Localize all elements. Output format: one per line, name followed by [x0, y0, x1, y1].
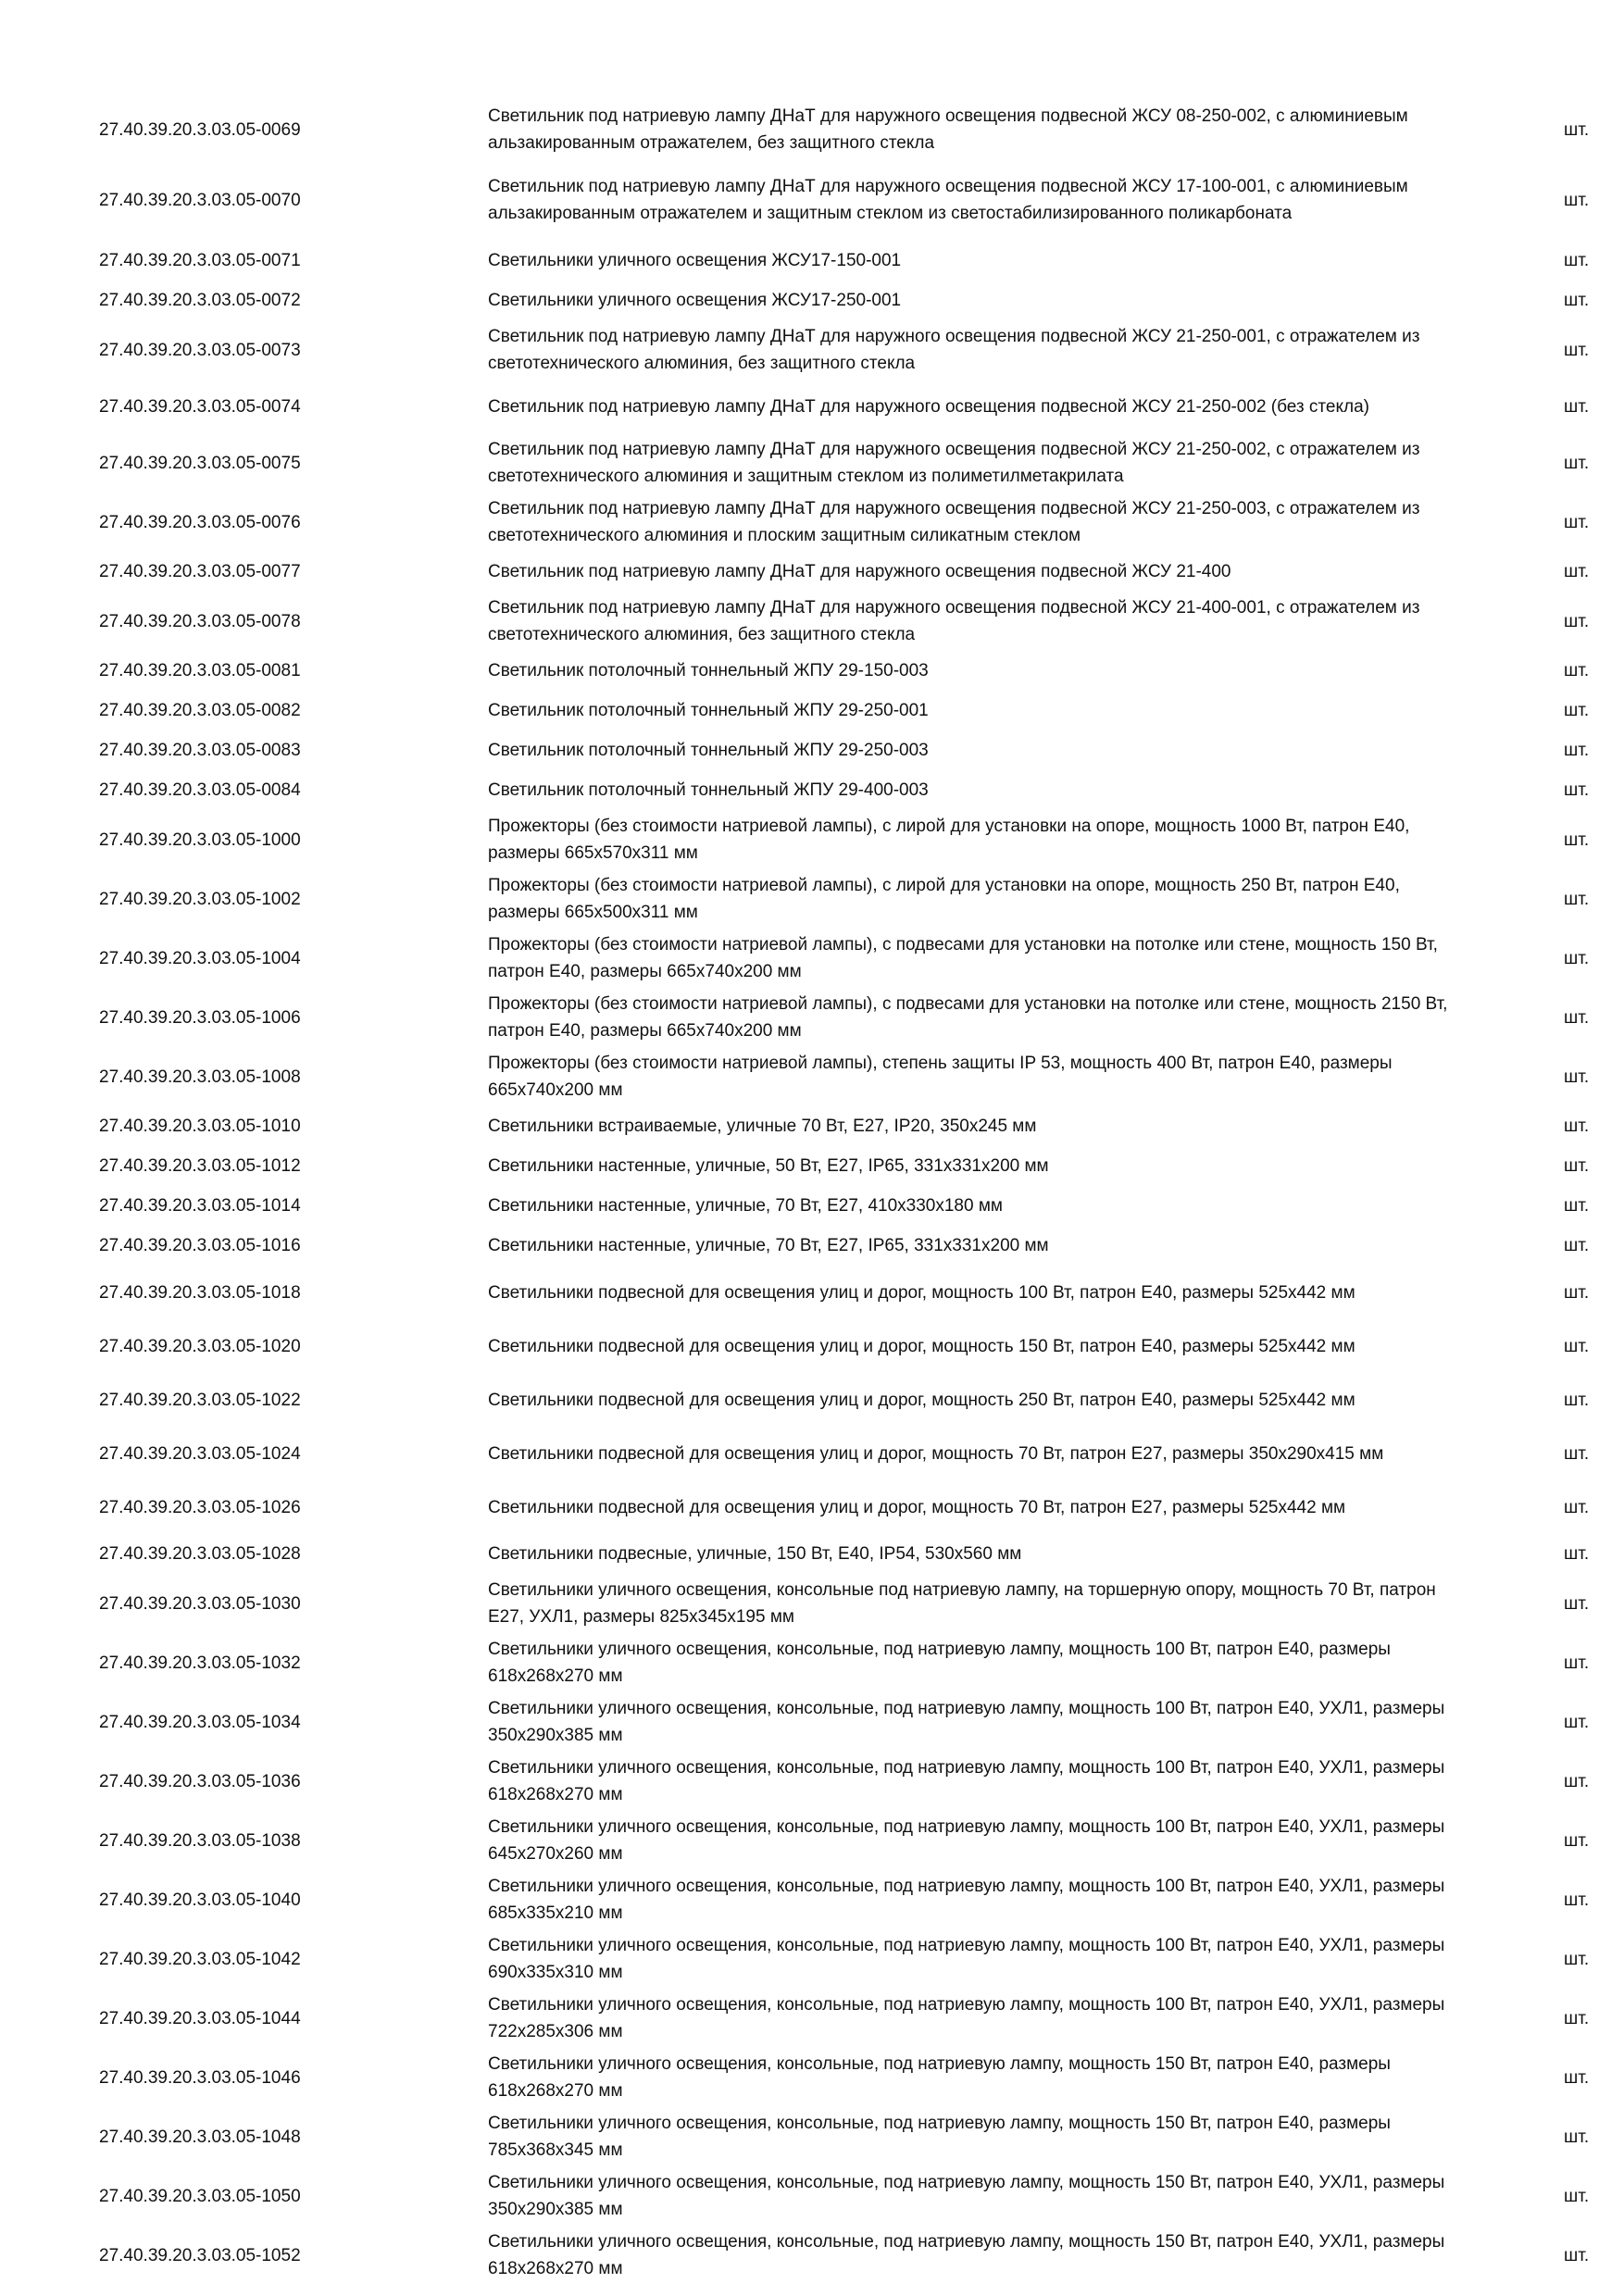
item-code: 27.40.39.20.3.03.05-1048 — [99, 2127, 301, 2147]
item-unit: шт. — [1564, 190, 1590, 210]
item-description: Светильники настенные, уличные, 70 Вт, Е27, 410x330x180 мм — [488, 1196, 1003, 1216]
item-code: 27.40.39.20.3.03.05-0078 — [99, 611, 301, 631]
item-code: 27.40.39.20.3.03.05-1052 — [99, 2245, 301, 2265]
table-row — [0, 1989, 1624, 2048]
item-unit: шт. — [1564, 948, 1590, 968]
item-code: 27.40.39.20.3.03.05-1016 — [99, 1236, 301, 1255]
item-description: Светильники уличного освещения, консольные, под натриевую лампу, мощность 150 Вт, патрон Е40, УХЛ1, размеры 618x268x270 мм — [488, 2232, 1445, 2278]
item-code: 27.40.39.20.3.03.05-0074 — [99, 396, 301, 417]
item-unit: шт. — [1564, 453, 1590, 473]
table-row — [0, 1929, 1624, 1989]
item-unit: шт. — [1564, 251, 1590, 270]
item-code: 27.40.39.20.3.03.05-1046 — [99, 2067, 301, 2088]
item-code: 27.40.39.20.3.03.05-1004 — [99, 948, 301, 968]
item-description: Светильники подвесной для освещения улиц и дорог, мощность 70 Вт, патрон Е27, размеры 350x290x415 мм — [488, 1443, 1384, 1464]
item-code: 27.40.39.20.3.03.05-1018 — [99, 1282, 301, 1303]
item-description: Светильник потолочный тоннельный ЖПУ 29-400-003 — [488, 780, 929, 800]
table-row — [0, 651, 1624, 691]
table-row — [0, 1811, 1624, 1870]
item-code: 27.40.39.20.3.03.05-0071 — [99, 251, 301, 270]
item-unit: шт. — [1564, 340, 1590, 360]
item-description: Светильники подвесной для освещения улиц и дорог, мощность 250 Вт, патрон Е40, размеры 525x442 мм — [488, 1390, 1355, 1410]
table-row — [0, 691, 1624, 730]
item-description: Прожекторы (без стоимости натриевой лампы), с лирой для установки на опоре, мощность 250 Вт, патрон Е40, размеры 665x500x311 мм — [488, 876, 1400, 922]
item-unit: шт. — [1564, 1497, 1590, 1517]
item-code: 27.40.39.20.3.03.05-0083 — [99, 741, 301, 760]
table-row — [0, 1870, 1624, 1929]
item-code: 27.40.39.20.3.03.05-0076 — [99, 512, 301, 532]
table-row — [0, 2166, 1624, 2226]
item-description: Светильник под натриевую лампу ДНаТ для наружного освещения подвесной ЖСУ 21-400 — [488, 562, 1231, 581]
table-row — [0, 1427, 1624, 1480]
item-code: 27.40.39.20.3.03.05-0072 — [99, 291, 301, 310]
item-description: Прожекторы (без стоимости натриевой лампы), с лирой для установки на опоре, мощность 1000 Вт, патрон Е40, размеры 665x570x311 мм — [488, 817, 1410, 863]
item-code: 27.40.39.20.3.03.05-1042 — [99, 1949, 301, 1969]
table-row — [0, 159, 1624, 241]
item-code: 27.40.39.20.3.03.05-1034 — [99, 1712, 301, 1732]
item-code: 27.40.39.20.3.03.05-1010 — [99, 1117, 301, 1136]
item-code: 27.40.39.20.3.03.05-1038 — [99, 1830, 301, 1851]
item-code: 27.40.39.20.3.03.05-0075 — [99, 453, 301, 473]
item-code: 27.40.39.20.3.03.05-1032 — [99, 1653, 301, 1673]
table-row — [0, 1534, 1624, 1574]
table-row — [0, 320, 1624, 380]
item-unit: шт. — [1564, 291, 1590, 310]
item-unit: шт. — [1564, 2008, 1590, 2028]
table-row — [0, 241, 1624, 281]
table-row — [0, 100, 1624, 159]
table-row — [0, 380, 1624, 433]
item-unit: шт. — [1564, 2186, 1590, 2206]
table-row — [0, 1692, 1624, 1752]
table-row — [0, 2107, 1624, 2166]
item-description: Светильники уличного освещения, консольные, под натриевую лампу, мощность 100 Вт, патрон Е40, УХЛ1, размеры 645x270x260 мм — [488, 1817, 1445, 1864]
item-unit: шт. — [1564, 396, 1590, 417]
item-code: 27.40.39.20.3.03.05-1000 — [99, 830, 301, 850]
item-description: Светильники уличного освещения, консольные, под натриевую лампу, мощность 150 Вт, патрон Е40, УХЛ1, размеры 350x290x385 мм — [488, 2173, 1445, 2219]
item-unit: шт. — [1564, 1336, 1590, 1356]
item-unit: шт. — [1564, 830, 1590, 850]
table-row — [0, 281, 1624, 320]
item-unit: шт. — [1564, 1949, 1590, 1969]
item-unit: шт. — [1564, 1544, 1590, 1564]
item-unit: шт. — [1564, 1067, 1590, 1087]
item-description: Светильник под натриевую лампу ДНаТ для наружного освещения подвесной ЖСУ 21-250-003, с отражателем из светотехнического алюминия и плоским защитным силикатным стеклом — [488, 499, 1420, 545]
item-description: Светильник под натриевую лампу ДНаТ для наружного освещения подвесной ЖСУ 21-250-001, с отражателем из светотехнического алюминия, без защитного стекла — [488, 327, 1420, 373]
item-code: 27.40.39.20.3.03.05-1026 — [99, 1497, 301, 1517]
item-unit: шт. — [1564, 701, 1590, 720]
item-description: Светильники уличного освещения, консольные, под натриевую лампу, мощность 100 Вт, патрон Е40, УХЛ1, размеры 685x335x210 мм — [488, 1877, 1445, 1923]
table-row — [0, 433, 1624, 493]
item-unit: шт. — [1564, 1593, 1590, 1614]
table-row — [0, 988, 1624, 1047]
item-unit: шт. — [1564, 512, 1590, 532]
item-description: Прожекторы (без стоимости натриевой лампы), с подвесами для установки на потолке или стене, мощность 150 Вт, патрон Е40, размеры 665x740x200 мм — [488, 935, 1438, 981]
table-row — [0, 810, 1624, 869]
table-row — [0, 1480, 1624, 1534]
item-unit: шт. — [1564, 562, 1590, 581]
item-unit: шт. — [1564, 1007, 1590, 1028]
item-description: Светильники подвесной для освещения улиц и дорог, мощность 70 Вт, патрон Е27, размеры 525x442 мм — [488, 1497, 1346, 1517]
table-row — [0, 493, 1624, 552]
item-description: Светильники подвесной для освещения улиц и дорог, мощность 150 Вт, патрон Е40, размеры 525x442 мм — [488, 1336, 1355, 1356]
table-row — [0, 592, 1624, 651]
item-code: 27.40.39.20.3.03.05-0084 — [99, 780, 301, 800]
item-unit: шт. — [1564, 1196, 1590, 1216]
item-unit: шт. — [1564, 1712, 1590, 1732]
item-unit: шт. — [1564, 2127, 1590, 2147]
item-description: Светильники уличного освещения ЖСУ17-250-001 — [488, 291, 902, 310]
item-description: Прожекторы (без стоимости натриевой лампы), степень защиты IP 53, мощность 400 Вт, патрон Е40, размеры 665x740x200 мм — [488, 1054, 1393, 1100]
item-description: Светильники уличного освещения, консольные, под натриевую лампу, мощность 100 Вт, патрон Е40, УХЛ1, размеры 350x290x385 мм — [488, 1699, 1445, 1745]
item-code: 27.40.39.20.3.03.05-1014 — [99, 1196, 301, 1216]
item-code: 27.40.39.20.3.03.05-1044 — [99, 2008, 301, 2028]
table-row — [0, 1146, 1624, 1186]
table-row — [0, 1186, 1624, 1226]
item-unit: шт. — [1564, 1117, 1590, 1136]
item-description: Светильники подвесной для освещения улиц и дорог, мощность 100 Вт, патрон Е40, размеры 525x442 мм — [488, 1282, 1355, 1303]
table-row — [0, 1633, 1624, 1692]
item-code: 27.40.39.20.3.03.05-1020 — [99, 1336, 301, 1356]
item-description: Светильник под натриевую лампу ДНаТ для наружного освещения подвесной ЖСУ 08-250-002, с алюминиевым альзакированным отражателем, без защитного стекла — [488, 106, 1408, 153]
item-unit: шт. — [1564, 889, 1590, 909]
item-description: Светильники уличного освещения, консольные, под натриевую лампу, мощность 100 Вт, патрон Е40, УХЛ1, размеры 722x285x306 мм — [488, 1995, 1445, 2041]
table-row — [0, 1106, 1624, 1146]
table-row — [0, 552, 1624, 592]
item-description: Светильник потолочный тоннельный ЖПУ 29-150-003 — [488, 661, 929, 680]
item-code: 27.40.39.20.3.03.05-1024 — [99, 1443, 301, 1464]
table-row — [0, 730, 1624, 770]
table-row — [0, 1266, 1624, 1319]
item-description: Светильники уличного освещения, консольные, под натриевую лампу, мощность 150 Вт, патрон Е40, размеры 785x368x345 мм — [488, 2114, 1391, 2160]
item-unit: шт. — [1564, 1830, 1590, 1851]
item-code: 27.40.39.20.3.03.05-0082 — [99, 701, 301, 720]
item-unit: шт. — [1564, 1156, 1590, 1176]
item-description: Светильник потолочный тоннельный ЖПУ 29-250-001 — [488, 701, 929, 720]
item-code: 27.40.39.20.3.03.05-0069 — [99, 119, 301, 140]
item-description: Светильник потолочный тоннельный ЖПУ 29-250-003 — [488, 741, 929, 760]
item-description: Светильники подвесные, уличные, 150 Вт, Е40, IP54, 530x560 мм — [488, 1544, 1022, 1564]
item-description: Светильники уличного освещения, консольные, под натриевую лампу, мощность 100 Вт, патрон Е40, размеры 618x268x270 мм — [488, 1640, 1391, 1686]
item-description: Светильники уличного освещения, консольные, под натриевую лампу, мощность 100 Вт, патрон Е40, УХЛ1, размеры 618x268x270 мм — [488, 1758, 1445, 1804]
item-unit: шт. — [1564, 1443, 1590, 1464]
item-code: 27.40.39.20.3.03.05-1050 — [99, 2186, 301, 2206]
table-row — [0, 869, 1624, 929]
item-description: Светильники настенные, уличные, 70 Вт, Е27, IP65, 331x331x200 мм — [488, 1236, 1049, 1255]
item-description: Светильники уличного освещения, консольные под натриевую лампу, на торшерную опору, мощность 70 Вт, патрон Е27, УХЛ1, размеры 825x345x195 мм — [488, 1580, 1436, 1627]
item-description: Светильники уличного освещения, консольные, под натриевую лампу, мощность 100 Вт, патрон Е40, УХЛ1, размеры 690x335x310 мм — [488, 1936, 1445, 1982]
item-description: Светильник под натриевую лампу ДНаТ для наружного освещения подвесной ЖСУ 21-400-001, с отражателем из светотехнического алюминия, без защитного стекла — [488, 598, 1420, 644]
table-row — [0, 1373, 1624, 1427]
item-unit: шт. — [1564, 2245, 1590, 2265]
item-unit: шт. — [1564, 1236, 1590, 1255]
item-unit: шт. — [1564, 1390, 1590, 1410]
item-unit: шт. — [1564, 1890, 1590, 1910]
item-description: Светильник под натриевую лампу ДНаТ для наружного освещения подвесной ЖСУ 21-250-002, с отражателем из светотехнического алюминия и защитным стеклом из полиметилметакрилата — [488, 440, 1420, 486]
item-code: 27.40.39.20.3.03.05-1040 — [99, 1890, 301, 1910]
table-row — [0, 1574, 1624, 1633]
table-row — [0, 2226, 1624, 2285]
item-code: 27.40.39.20.3.03.05-0073 — [99, 340, 301, 360]
item-description: Светильники настенные, уличные, 50 Вт, Е27, IP65, 331x331x200 мм — [488, 1156, 1049, 1176]
item-code: 27.40.39.20.3.03.05-1012 — [99, 1156, 301, 1176]
item-code: 27.40.39.20.3.03.05-1036 — [99, 1771, 301, 1791]
item-description: Светильник под натриевую лампу ДНаТ для наружного освещения подвесной ЖСУ 21-250-002 (без стекла) — [488, 396, 1369, 417]
table-row — [0, 770, 1624, 810]
item-unit: шт. — [1564, 661, 1590, 680]
table-row — [0, 1047, 1624, 1106]
table-row — [0, 2048, 1624, 2107]
table-row — [0, 929, 1624, 988]
item-unit: шт. — [1564, 741, 1590, 760]
item-code: 27.40.39.20.3.03.05-0077 — [99, 562, 301, 581]
item-unit: шт. — [1564, 2067, 1590, 2088]
table-row — [0, 1319, 1624, 1373]
table-row — [0, 1752, 1624, 1811]
item-unit: шт. — [1564, 1771, 1590, 1791]
item-description: Светильники уличного освещения ЖСУ17-150-001 — [488, 251, 902, 270]
item-code: 27.40.39.20.3.03.05-0081 — [99, 661, 301, 680]
item-description: Светильник под натриевую лампу ДНаТ для наружного освещения подвесной ЖСУ 17-100-001, с алюминиевым альзакированным отражателем и защитным стеклом из светостабилизированного поликарбоната — [488, 177, 1408, 223]
item-unit: шт. — [1564, 611, 1590, 631]
item-code: 27.40.39.20.3.03.05-1022 — [99, 1390, 301, 1410]
item-unit: шт. — [1564, 1653, 1590, 1673]
item-description: Прожекторы (без стоимости натриевой лампы), с подвесами для установки на потолке или стене, мощность 2150 Вт, патрон Е40, размеры 665x740x200 мм — [488, 994, 1448, 1041]
item-code: 27.40.39.20.3.03.05-1008 — [99, 1067, 301, 1087]
item-code: 27.40.39.20.3.03.05-0070 — [99, 190, 301, 210]
item-description: Светильники уличного освещения, консольные, под натриевую лампу, мощность 150 Вт, патрон Е40, размеры 618x268x270 мм — [488, 2054, 1391, 2101]
table-row — [0, 1226, 1624, 1266]
item-unit: шт. — [1564, 1282, 1590, 1303]
item-code: 27.40.39.20.3.03.05-1028 — [99, 1544, 301, 1564]
item-code: 27.40.39.20.3.03.05-1002 — [99, 889, 301, 909]
item-code: 27.40.39.20.3.03.05-1030 — [99, 1593, 301, 1614]
item-code: 27.40.39.20.3.03.05-1006 — [99, 1007, 301, 1028]
price-table — [0, 100, 1624, 2285]
item-description: Светильники встраиваемые, уличные 70 Вт, Е27, IP20, 350x245 мм — [488, 1117, 1037, 1136]
item-unit: шт. — [1564, 780, 1590, 800]
item-unit: шт. — [1564, 119, 1590, 140]
